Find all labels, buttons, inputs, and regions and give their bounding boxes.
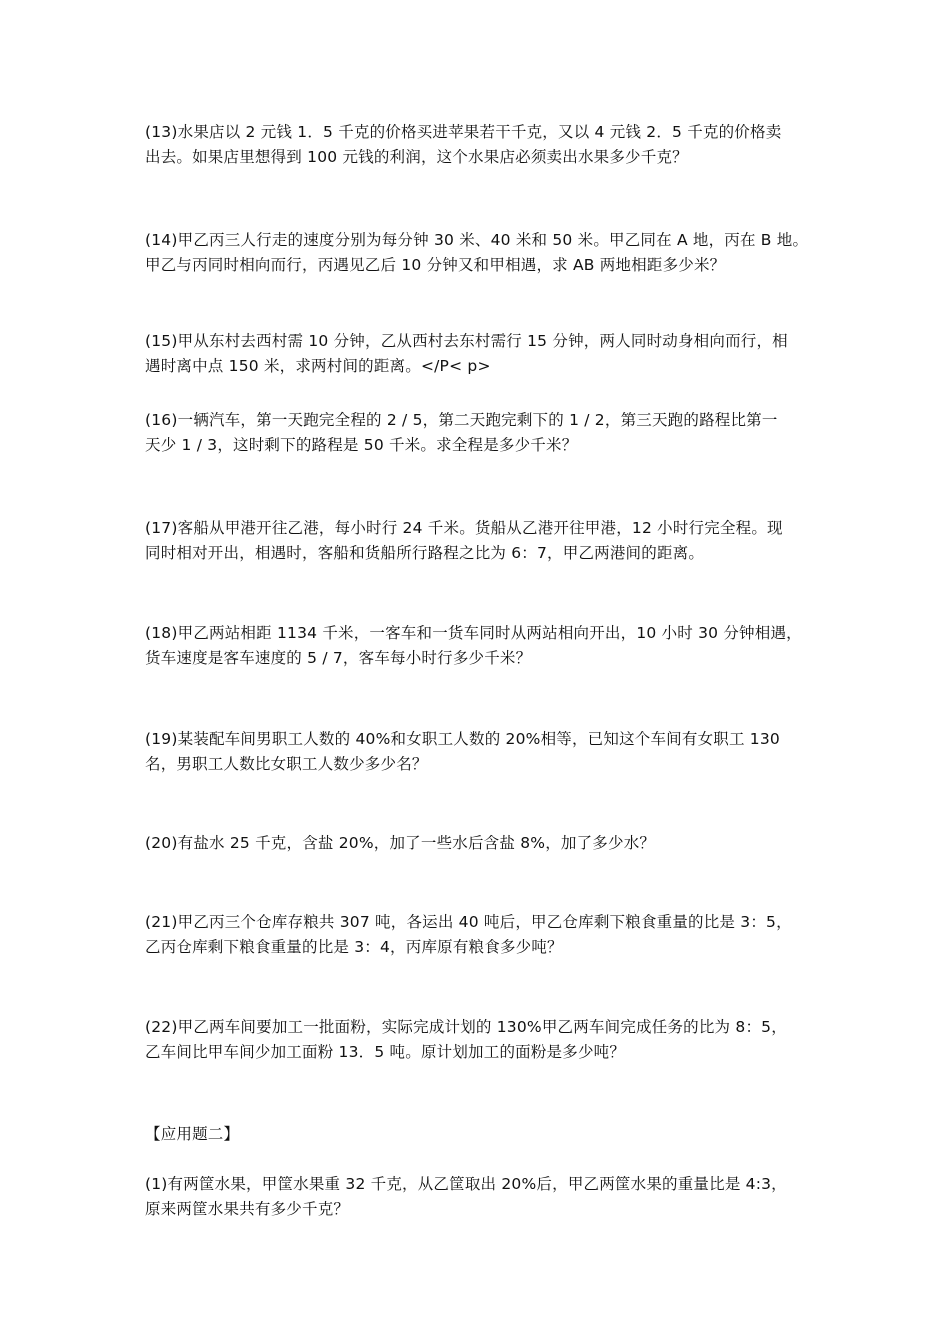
problem-13-line-2: 出去。如果店里想得到 100 元钱的利润，这个水果店必须卖出水果多少千克？ (145, 148, 688, 166)
problem-22-line-2: 乙车间比甲车间少加工面粉 13．5 吨。原计划加工的面粉是多少吨？ (145, 1043, 626, 1061)
problem-20 (145, 831, 815, 856)
problem-22 (145, 1015, 815, 1065)
problem-17-line-1: (17)客船从甲港开往乙港，每小时行 24 千米。货船从乙港开往甲港，12 小时行完全程。现 (145, 519, 783, 537)
problem-15-line-2: 遇时离中点 150 米，求两村间的距离。</P< p> (145, 357, 491, 375)
section-heading (145, 1122, 815, 1147)
problem-18-line-2: 货车速度是客车速度的 5 / 7，客车每小时行多少千米？ (145, 649, 532, 667)
problem-17 (145, 516, 815, 566)
problem-14-line-2: 甲乙与丙同时相向而行，丙遇见乙后 10 分钟又和甲相遇，求 AB 两地相距多少米？ (145, 256, 726, 274)
problem-17-line-2: 同时相对开出，相遇时，客船和货船所行路程之比为 6：7，甲乙两港间的距离。 (145, 544, 705, 562)
problem-16-line-2: 天少 1 / 3，这时剩下的路程是 50 千米。求全程是多少千米？ (145, 436, 578, 454)
problem-16-line-1: (16)一辆汽车，第一天跑完全程的 2 / 5，第二天跑完剩下的 1 / 2，第三天跑的路程比第一 (145, 411, 778, 429)
problem-21-line-1: (21)甲乙丙三个仓库存粮共 307 吨，各运出 40 吨后，甲乙仓库剩下粮食重量的比是 3：5， (145, 913, 792, 931)
problem-19 (145, 727, 815, 777)
problem-16 (145, 408, 815, 458)
problem-13 (145, 120, 815, 170)
problem-21 (145, 910, 815, 960)
section-heading-text: 【应用题二】 (145, 1125, 240, 1143)
problem-15-line-1: (15)甲从东村去西村需 10 分钟，乙从西村去东村需行 15 分钟，两人同时动身相向而行，相 (145, 332, 788, 350)
problem-21-line-2: 乙丙仓库剩下粮食重量的比是 3：4，丙库原有粮食多少吨？ (145, 938, 563, 956)
problem-19-line-2: 名，男职工人数比女职工人数少多少名？ (145, 755, 428, 773)
section-problem-1 (145, 1172, 815, 1222)
problem-18-line-1: (18)甲乙两站相距 1134 千米，一客车和一货车同时从两站相向开出，10 小时 30 分钟相遇， (145, 624, 802, 642)
problem-22-line-1: (22)甲乙两车间要加工一批面粉，实际完成计划的 130%甲乙两车间完成任务的比为 8：5， (145, 1018, 787, 1036)
problem-18 (145, 621, 815, 671)
problem-14-line-1: (14)甲乙丙三人行走的速度分别为每分钟 30 米、40 米和 50 米。甲乙同在 A 地，丙在 B 地。 (145, 231, 809, 249)
problem-14 (145, 228, 815, 278)
problem-15 (145, 329, 815, 379)
section-problem-1-line-2: 原来两筐水果共有多少千克？ (145, 1200, 350, 1218)
problem-19-line-1: (19)某装配车间男职工人数的 40%和女职工人数的 20%相等，已知这个车间有女职工 130 (145, 730, 780, 748)
problem-13-line-1: (13)水果店以 2 元钱 1．5 千克的价格买进苹果若干千克，又以 4 元钱 2．5 千克的价格卖 (145, 123, 782, 141)
section-problem-1-line-1: (1)有两筐水果，甲筐水果重 32 千克，从乙筐取出 20%后，甲乙两筐水果的重量比是 4:3， (145, 1175, 787, 1193)
problem-20-line-1: (20)有盐水 25 千克，含盐 20%，加了一些水后含盐 8%，加了多少水？ (145, 834, 656, 852)
